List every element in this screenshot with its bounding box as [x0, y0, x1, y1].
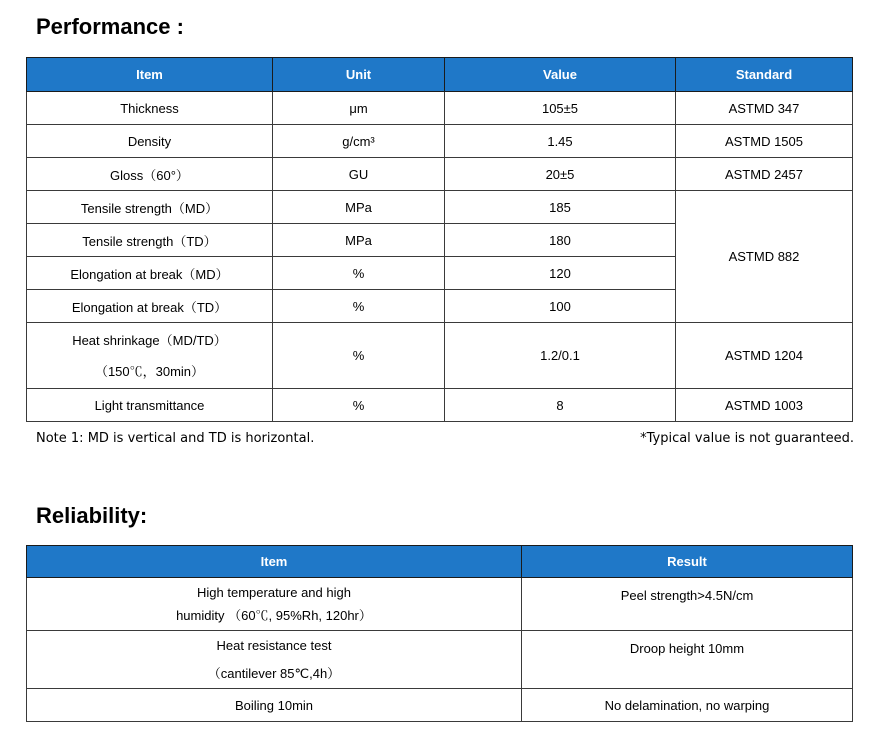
table-row [27, 631, 853, 689]
cell-unit: % [273, 323, 445, 389]
cell-item [27, 631, 522, 689]
header-item: Item [27, 546, 522, 578]
note-typical-value: *Typical value is not guaranteed. [640, 431, 854, 446]
reliability-header-row [27, 546, 853, 578]
cell-standard: ASTMD 1003 [676, 389, 853, 422]
cell-result: Droop height 10mm [522, 631, 853, 689]
cell-item-line1: Heat resistance test [216, 637, 332, 653]
cell-unit: % [273, 290, 445, 323]
cell-item: Light transmittance [27, 389, 273, 422]
header-standard: Standard [676, 58, 853, 92]
table-row [27, 92, 853, 125]
cell-item: Elongation at break（MD） [27, 257, 273, 290]
cell-unit: MPa [273, 224, 445, 257]
cell-unit: % [273, 257, 445, 290]
table-row [27, 689, 853, 722]
note-md-td: Note 1: MD is vertical and TD is horizontal. [36, 431, 315, 446]
performance-table [26, 57, 853, 422]
table-row [27, 191, 853, 224]
cell-item: Boiling 10min [27, 689, 522, 722]
table-row [27, 125, 853, 158]
reliability-table [26, 545, 853, 722]
header-unit: Unit [273, 58, 445, 92]
cell-value: 100 [445, 290, 676, 323]
cell-item [27, 323, 273, 389]
cell-value: 8 [445, 389, 676, 422]
header-item: Item [27, 58, 273, 92]
header-value: Value [445, 58, 676, 92]
cell-item-line2: humidity （60℃, 95%Rh, 120hr） [176, 608, 372, 623]
cell-value: 185 [445, 191, 676, 224]
cell-item: Density [27, 125, 273, 158]
cell-value: 20±5 [445, 158, 676, 191]
performance-title: Performance : [36, 14, 184, 39]
header-result: Result [522, 546, 853, 578]
cell-item-line1: Heat shrinkage（MD/TD） [72, 332, 227, 348]
cell-standard: ASTMD 2457 [676, 158, 853, 191]
cell-item: Elongation at break（TD） [27, 290, 273, 323]
cell-unit: % [273, 389, 445, 422]
cell-item: Gloss（60°） [27, 158, 273, 191]
cell-item: Tensile strength（MD） [27, 191, 273, 224]
cell-standard-merged: ASTMD 882 [676, 191, 853, 323]
cell-standard: ASTMD 1204 [676, 323, 853, 389]
cell-item-line1: High temperature and high [197, 585, 351, 600]
cell-result: No delamination, no warping [522, 689, 853, 722]
cell-value: 1.45 [445, 125, 676, 158]
cell-standard: ASTMD 1505 [676, 125, 853, 158]
reliability-title: Reliability: [36, 503, 148, 528]
cell-item-line2: （cantilever 85℃,4h） [207, 665, 341, 681]
cell-item: Tensile strength（TD） [27, 224, 273, 257]
table-row [27, 389, 853, 422]
table-row [27, 158, 853, 191]
cell-unit: GU [273, 158, 445, 191]
cell-value: 105±5 [445, 92, 676, 125]
cell-unit: g/cm³ [273, 125, 445, 158]
cell-value: 1.2/0.1 [445, 323, 676, 389]
cell-result: Peel strength>4.5N/cm [522, 578, 853, 631]
cell-value: 180 [445, 224, 676, 257]
cell-item [27, 578, 522, 631]
cell-item-line2: （150℃，30min） [94, 363, 205, 379]
cell-unit: MPa [273, 191, 445, 224]
cell-standard: ASTMD 347 [676, 92, 853, 125]
table-row [27, 578, 853, 631]
cell-unit: μm [273, 92, 445, 125]
cell-item: Thickness [27, 92, 273, 125]
performance-header-row [27, 58, 853, 92]
table-row [27, 323, 853, 389]
cell-value: 120 [445, 257, 676, 290]
